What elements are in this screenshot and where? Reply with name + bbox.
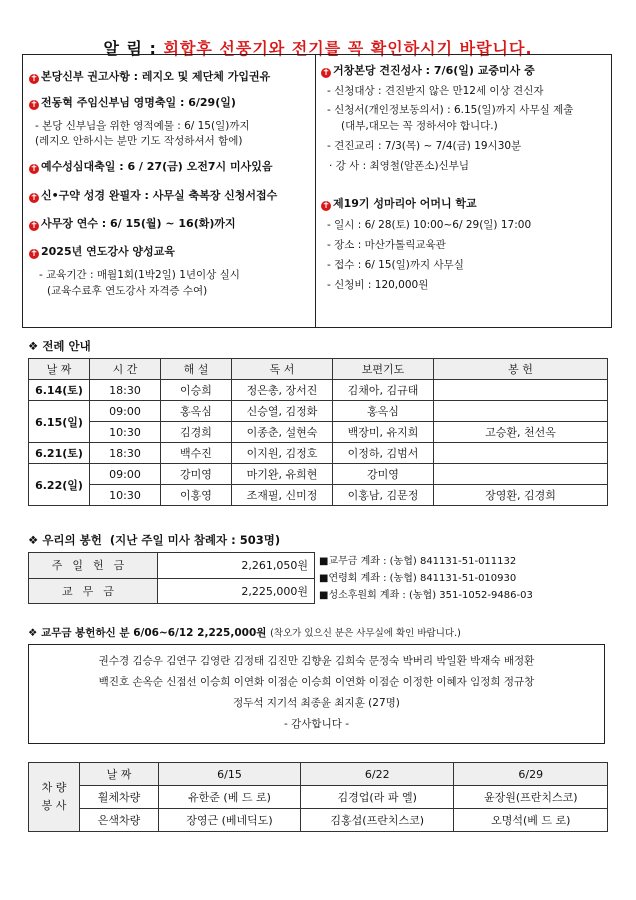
table-row [29,380,608,401]
table-cell: 마기완, 유희현 [232,464,333,485]
notice-sub: - 신청서(개인정보동의서) : 6.15(일)까지 사무실 제출 [327,104,574,116]
table-cell [434,464,608,485]
cross-icon: ✝ [30,221,38,231]
notice-sub: - 견진교리 : 7/3(목) ~ 7/4(금) 19시30분 [327,140,522,152]
col-header: 6/22 [300,763,454,786]
col-header: 시 간 [90,359,161,380]
table-row [29,485,608,506]
col-header: 6/15 [159,763,301,786]
notice-sub: - 신청대상 : 견진받지 않은 만12세 이상 견신자 [327,85,544,97]
table-cell: 정은총, 장서진 [232,380,333,401]
table-cell: 백수진 [161,443,232,464]
notice-item: ✝ 2025년 연도강사 양성교육 [30,245,175,259]
notice-sub: - 교육기간 : 매월1회(1박2일) 1년이상 실시 [39,269,240,281]
account-line: ■연령회 계좌 : (농협) 841131-51-010930 [319,572,517,584]
table-cell: 09:00 [90,401,161,422]
offering-label: 주일헌금 [29,553,158,579]
date-cell: 6.22(일) [29,464,90,506]
notice-sub: · 강 사 : 최영철(알폰소)신부님 [329,160,469,172]
cross-icon: ✝ [30,193,38,203]
offering-table [28,552,608,604]
table-cell: 이종춘, 설현숙 [232,422,333,443]
notice-item: ✝ 본당신부 권고사항 : 레지오 및 제단체 가입권유 [30,70,271,84]
notice-sub: - 일시 : 6/ 28(토) 10:00~6/ 29(일) 17:00 [327,219,532,231]
table-cell: 김경희 [161,422,232,443]
col-header: 날 짜 [29,359,90,380]
cross-icon: ✝ [30,249,38,259]
notice-divider [315,55,316,327]
vehicle-side-label: 차 량 봉 사 [29,763,80,832]
table-cell: 신승열, 김정화 [232,401,333,422]
table-cell: 백장미, 유지희 [333,422,434,443]
account-line: ■성소후원회 계좌 : (농협) 351-1052-9486-03 [319,589,533,601]
table-cell: 강미영 [333,464,434,485]
col-header: 날 짜 [80,763,159,786]
col-header: 봉 헌 [434,359,608,380]
donor-line: 정두석 지기석 최종윤 최지훈 (27명) [233,697,400,709]
table-cell: 이홍영 [161,485,232,506]
notice-box [22,54,612,328]
notice-item: ✝ 예수성심대축일 : 6 / 27(금) 오전7시 미사있음 [30,160,273,174]
table-row [29,443,608,464]
table-cell: 10:30 [90,422,161,443]
table-header-row [29,359,608,380]
notice-sub: (대부,대모는 꼭 정하셔야 합니다.) [341,120,498,132]
table-cell: 이승희 [161,380,232,401]
date-cell: 6.15(일) [29,401,90,443]
cross-icon: ✝ [30,100,38,110]
table-cell: 김홍섭(프란치스코) [300,809,454,832]
donors-heading: ❖ 교무금 봉헌하신 분 6/06~6/12 2,225,000원 (착오가 있으신 분은 사무실에 확인 바랍니다.) [28,627,461,639]
cross-icon: ✝ [30,74,38,84]
thanks-line: - 감사합니다 - [284,718,349,730]
donors-box [28,644,605,744]
table-row [29,422,608,443]
cross-icon: ✝ [322,201,330,211]
date-cell: 6.14(토) [29,380,90,401]
accounts-cell [315,553,609,604]
notice-sub: (레지오 안하시는 분만 기도 작성하셔서 함에) [35,135,243,147]
table-header-row [29,763,608,786]
table-cell: 18:30 [90,380,161,401]
table-cell: 조재필, 신미정 [232,485,333,506]
notice-item: ✝ 제19기 성마리아 어머니 학교 [322,197,477,211]
offering-amount: 2,261,050원 [158,553,315,579]
notice-sub: - 접수 : 6/ 15(일)까지 사무실 [327,259,464,271]
donor-line: 백진호 손옥순 신점선 이승희 이연화 이점순 이승희 이연화 이점순 이정한 이혜자 임정희 정규창 [98,676,535,688]
notice-item: ✝ 거창본당 견진성사 : 7/6(일) 교중미사 중 [322,64,535,78]
table-cell: 강미영 [161,464,232,485]
notice-sub: (교육수료후 연도강사 자격증 수여) [47,285,208,297]
notice-sub: - 신청비 : 120,000원 [327,279,429,291]
vehicle-label: 휠체차량 [80,786,159,809]
col-header: 6/29 [454,763,608,786]
table-cell: 장영환, 김경희 [434,485,608,506]
date-cell: 6.21(토) [29,443,90,464]
table-cell: 유한준 (베 드 로) [159,786,301,809]
cross-icon: ✝ [322,68,330,78]
table-cell: 09:00 [90,464,161,485]
notice-sub: - 장소 : 마산가톨릭교육관 [327,239,446,251]
notice-item: ✝ 사무장 연수 : 6/ 15(월) ~ 16(화)까지 [30,217,236,231]
table-cell: 오명석(베 드 로) [454,809,608,832]
liturgy-table [28,358,608,506]
table-cell: 윤장원(프란치스코) [454,786,608,809]
account-line: ■교무금 계좌 : (농협) 841131-51-011132 [319,555,517,567]
col-header: 해 설 [161,359,232,380]
table-cell: 김경업(라 파 엘) [300,786,454,809]
table-row [29,786,608,809]
table-row [29,464,608,485]
notice-sub: - 본당 신부님을 위한 영적예물 : 6/ 15(일)까지 [35,120,250,132]
title-prefix: 알 림 : [103,39,164,58]
donor-line: 권수경 김승우 김연구 김영란 김정태 김진만 김향윤 김희숙 문정숙 박버리 박일환 박재숙 배정환 [98,655,535,667]
table-cell: 10:30 [90,485,161,506]
table-cell [434,443,608,464]
table-row [29,401,608,422]
notice-item: ✝ 전동혁 주임신부님 영명축일 : 6/29(일) [30,96,236,110]
table-cell: 이홍남, 김문정 [333,485,434,506]
offering-heading: ❖ 우리의 봉헌 (지난 주일 미사 참례자 : 503명) [28,533,281,547]
table-cell: 홍옥심 [161,401,232,422]
table-cell: 고승환, 천선옥 [434,422,608,443]
table-cell: 이지원, 김정호 [232,443,333,464]
table-row [29,809,608,832]
notice-item: ✝ 신•구약 성경 완필자 : 사무실 축복장 신청서접수 [30,189,278,203]
table-cell: 18:30 [90,443,161,464]
table-cell [434,401,608,422]
vehicle-label: 은색차량 [80,809,159,832]
liturgy-heading: ❖ 전례 안내 [28,339,91,353]
col-header: 독 서 [232,359,333,380]
table-cell: 김채아, 김규태 [333,380,434,401]
offering-amount: 2,225,000원 [158,578,315,604]
table-cell: 이정하, 김범서 [333,443,434,464]
table-row [29,553,609,579]
table-cell: 홍옥심 [333,401,434,422]
title-main: 회합후 선풍기와 전기를 꼭 확인하시기 바랍니다. [163,39,533,58]
table-cell [434,380,608,401]
cross-icon: ✝ [30,164,38,174]
vehicle-table [28,762,608,832]
col-header: 보편기도 [333,359,434,380]
offering-label: 교무금 [29,578,158,604]
table-cell: 장영근 (베네딕도) [159,809,301,832]
